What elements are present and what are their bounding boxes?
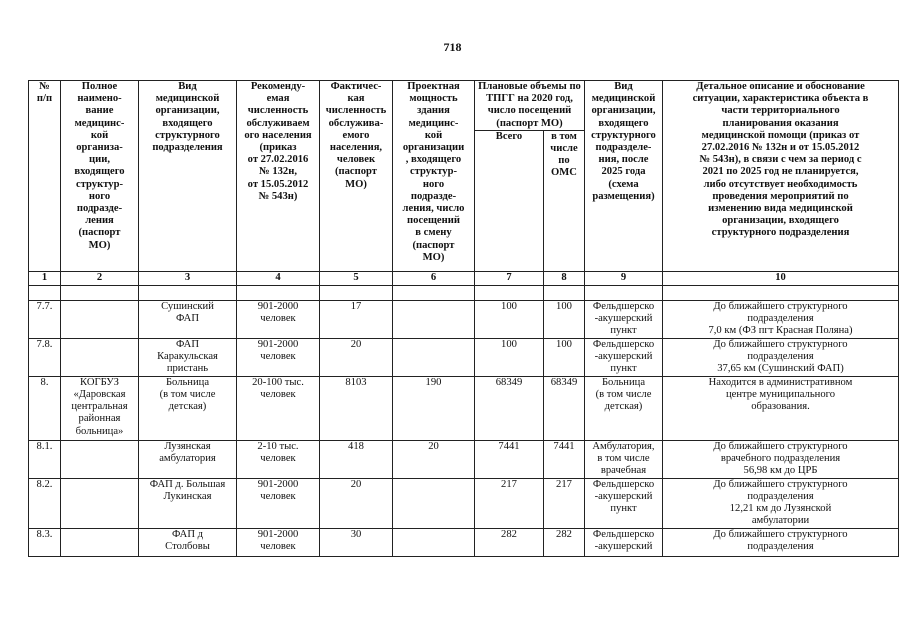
header-oms: в том числе по ОМС bbox=[544, 130, 585, 271]
row-total: 7441 bbox=[475, 440, 544, 478]
row-after-2025: Фельдшерско -акушерский пункт bbox=[585, 338, 663, 376]
column-number: 4 bbox=[237, 271, 320, 285]
row-capacity bbox=[393, 528, 475, 556]
row-recommended: 901-2000 человек bbox=[237, 300, 320, 338]
column-number: 1 bbox=[29, 271, 61, 285]
column-number: 3 bbox=[139, 271, 237, 285]
medical-organizations-table bbox=[28, 80, 899, 557]
table-row bbox=[29, 300, 899, 338]
row-num: 8.3. bbox=[29, 528, 61, 556]
row-description: До ближайшего структурного подразделения bbox=[663, 528, 899, 556]
row-recommended: 901-2000 человек bbox=[237, 528, 320, 556]
row-after-2025: Фельдшерско -акушерский пункт bbox=[585, 478, 663, 528]
row-total: 217 bbox=[475, 478, 544, 528]
header-project-capacity: Проектная мощность здания медицинс- кой организации , входящего структур- ного подразде- ления, число посещений в смену (паспорт МО) bbox=[393, 81, 475, 272]
page-number: 718 bbox=[443, 40, 462, 54]
header-num: № п/п bbox=[29, 81, 61, 272]
row-oms: 217 bbox=[544, 478, 585, 528]
row-recommended: 901-2000 человек bbox=[237, 478, 320, 528]
row-description: Находится в административном центре муниципального образования. bbox=[663, 376, 899, 440]
header-planned-volumes: Плановые объемы по ТПГГ на 2020 год, число посещений (паспорт МО) bbox=[475, 81, 585, 131]
row-org bbox=[61, 478, 139, 528]
table-row bbox=[29, 338, 899, 376]
row-actual: 17 bbox=[320, 300, 393, 338]
header-total: Всего bbox=[475, 130, 544, 271]
column-numbers-row bbox=[29, 271, 899, 285]
column-number: 9 bbox=[585, 271, 663, 285]
row-oms: 100 bbox=[544, 300, 585, 338]
row-after-2025: Фельдшерско -акушерский bbox=[585, 528, 663, 556]
row-description: До ближайшего структурного врачебного подразделения 56,98 км до ЦРБ bbox=[663, 440, 899, 478]
row-total: 282 bbox=[475, 528, 544, 556]
row-capacity bbox=[393, 478, 475, 528]
column-number: 7 bbox=[475, 271, 544, 285]
row-description: До ближайшего структурного подразделения 12,21 км до Лузянской амбулатории bbox=[663, 478, 899, 528]
row-type: Больница (в том числе детская) bbox=[139, 376, 237, 440]
row-num: 8.2. bbox=[29, 478, 61, 528]
row-org bbox=[61, 440, 139, 478]
header-actual-population: Фактичес- кая численность обслужива- емого населения, человек (паспорт МО) bbox=[320, 81, 393, 272]
table-row bbox=[29, 478, 899, 528]
row-actual: 20 bbox=[320, 478, 393, 528]
header-recommended-population: Рекоменду- емая численность обслуживаем ого населения (приказ от 27.02.2016 № 132н, от 15.05.2012 № 543н) bbox=[237, 81, 320, 272]
table-row bbox=[29, 528, 899, 556]
row-total: 100 bbox=[475, 300, 544, 338]
header-type-after-2025: Вид медицинской организации, входящего структурного подразделе- ния, после 2025 года (схема размещения) bbox=[585, 81, 663, 272]
header-row bbox=[29, 81, 899, 131]
row-actual: 30 bbox=[320, 528, 393, 556]
row-after-2025: Амбулатория, в том числе врачебная bbox=[585, 440, 663, 478]
column-number: 10 bbox=[663, 271, 899, 285]
row-capacity: 190 bbox=[393, 376, 475, 440]
row-oms: 68349 bbox=[544, 376, 585, 440]
row-description: До ближайшего структурного подразделения 7,0 км (ФЗ пгт Красная Поляна) bbox=[663, 300, 899, 338]
row-recommended: 20-100 тыс. человек bbox=[237, 376, 320, 440]
column-number: 5 bbox=[320, 271, 393, 285]
row-actual: 20 bbox=[320, 338, 393, 376]
row-org bbox=[61, 300, 139, 338]
row-num: 7.7. bbox=[29, 300, 61, 338]
row-after-2025: Больница (в том числе детская) bbox=[585, 376, 663, 440]
row-type: ФАП д Столбовы bbox=[139, 528, 237, 556]
row-total: 68349 bbox=[475, 376, 544, 440]
row-oms: 7441 bbox=[544, 440, 585, 478]
row-recommended: 901-2000 человек bbox=[237, 338, 320, 376]
column-number: 2 bbox=[61, 271, 139, 285]
row-capacity: 20 bbox=[393, 440, 475, 478]
row-type: ФАП д. Большая Лукинская bbox=[139, 478, 237, 528]
row-num: 8. bbox=[29, 376, 61, 440]
row-num: 8.1. bbox=[29, 440, 61, 478]
table-row bbox=[29, 440, 899, 478]
row-type: ФАП Каракульская пристань bbox=[139, 338, 237, 376]
row-recommended: 2-10 тыс. человек bbox=[237, 440, 320, 478]
row-org: КОГБУЗ «Даровская центральная районная больница» bbox=[61, 376, 139, 440]
row-capacity bbox=[393, 338, 475, 376]
row-description: До ближайшего структурного подразделения 37,65 км (Сушинский ФАП) bbox=[663, 338, 899, 376]
header-org-type: Вид медицинской организации, входящего структурного подразделения bbox=[139, 81, 237, 272]
row-num: 7.8. bbox=[29, 338, 61, 376]
column-number: 6 bbox=[393, 271, 475, 285]
row-total: 100 bbox=[475, 338, 544, 376]
table-row bbox=[29, 376, 899, 440]
row-actual: 8103 bbox=[320, 376, 393, 440]
header-org-name: Полное наимено- вание медицинс- кой организа- ции, входящего структур- ного подразде- ления (паспорт МО) bbox=[61, 81, 139, 272]
row-type: Лузянская амбулатория bbox=[139, 440, 237, 478]
row-after-2025: Фельдшерско -акушерский пункт bbox=[585, 300, 663, 338]
row-oms: 100 bbox=[544, 338, 585, 376]
header-description: Детальное описание и обоснование ситуации, характеристика объекта в части территориального планирования оказания медицинской помощи (приказ от 27.02.2016 № 132н и от 15.05.2012 № 543н), в связи с чем за период с 2021 по 2025 год не планируется, либо отсутствует необходимость проведения мероприятий по изменению вида медицинской организации, входящего структурного подразделения bbox=[663, 81, 899, 272]
row-org bbox=[61, 528, 139, 556]
row-capacity bbox=[393, 300, 475, 338]
row-org bbox=[61, 338, 139, 376]
column-number: 8 bbox=[544, 271, 585, 285]
row-actual: 418 bbox=[320, 440, 393, 478]
spacer-row bbox=[29, 285, 899, 300]
row-type: Сушинский ФАП bbox=[139, 300, 237, 338]
row-oms: 282 bbox=[544, 528, 585, 556]
